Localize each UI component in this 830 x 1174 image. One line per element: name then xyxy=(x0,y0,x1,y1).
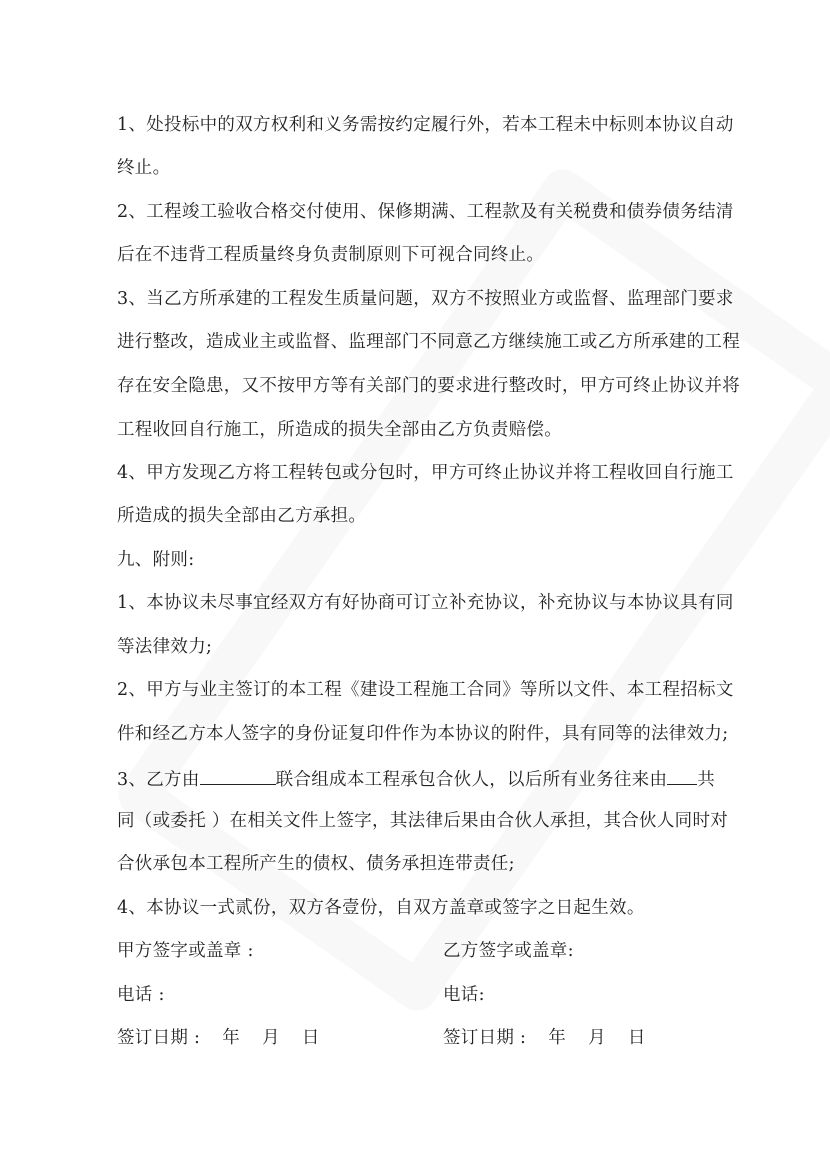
party-b-signature-label: 乙方签字或盖章: xyxy=(443,941,574,961)
paragraph-line: 1、处投标中的双方权利和义务需按约定履行外，若本工程未中标则本协议自动 xyxy=(117,115,734,135)
item3-text: 3、乙方由 xyxy=(117,770,200,790)
paragraph-line: 3、当乙方所承建的工程发生质量问题，双方不按照业方或监督、监理部门要求 xyxy=(117,289,734,309)
paragraph-line: 存在安全隐患，又不按甲方等有关部门的要求进行整改时，甲方可终止协议并将 xyxy=(117,376,740,396)
paragraph-line: 同（或委托 ）在相关文件上签字，其法律后果由合伙人承担，其合伙人同时对 xyxy=(117,811,729,831)
paragraph-line: 件和经乙方本人签字的身份证复印件作为本协议的附件，具有同等的法律效力; xyxy=(117,724,729,744)
month-label: 月 xyxy=(588,1028,606,1048)
item3-text: 联合组成本工程承包合伙人，以后所有业务往来由 xyxy=(275,770,668,790)
year-label: 年 xyxy=(222,1028,241,1048)
party-a-signature-label: 甲方签字或盖章 : xyxy=(117,941,254,961)
party-a-phone-label: 电话 : xyxy=(117,985,165,1005)
fill-blank-partners[interactable] xyxy=(200,766,276,785)
party-b-phone-label: 电话: xyxy=(443,985,485,1005)
month-label: 月 xyxy=(262,1028,280,1048)
paragraph-line xyxy=(117,766,715,791)
party-b-date xyxy=(443,1027,646,1049)
paragraph-line: 4、甲方发现乙方将工程转包或分包时，甲方可终止协议并将工程收回自行施工 xyxy=(117,463,734,483)
paragraph-line: 进行整改，造成业主或监督、监理部门不同意乙方继续施工或乙方所承建的工程 xyxy=(117,332,740,352)
date-label: 签订日期 : xyxy=(117,1028,201,1048)
paragraph-line: 4、本协议一式贰份，双方各壹份，自双方盖章或签字之日起生效。 xyxy=(117,898,645,918)
paragraph-line: 等法律效力; xyxy=(117,637,213,657)
paragraph-line: 1、本协议未尽事宜经双方有好协商可订立补充协议，补充协议与本协议具有同 xyxy=(117,593,734,613)
paragraph-line: 工程收回自行施工，所造成的损失全部由乙方负责赔偿。 xyxy=(117,420,562,440)
paragraph-line: 终止。 xyxy=(117,158,171,178)
paragraph-line: 后在不违背工程质量终身负责制原则下可视合同终止。 xyxy=(117,245,545,265)
year-label: 年 xyxy=(548,1028,567,1048)
item3-text: 共 xyxy=(697,770,716,790)
fill-blank-representative[interactable] xyxy=(667,766,697,785)
paragraph-line: 所造成的损失全部由乙方承担。 xyxy=(117,506,367,526)
party-a-date xyxy=(117,1027,320,1049)
paragraph-line: 合伙承包本工程所产生的债权、债务承担连带责任; xyxy=(117,854,515,874)
section-heading: 九、附则: xyxy=(117,550,195,570)
day-label: 日 xyxy=(627,1028,646,1048)
date-label: 签订日期 : xyxy=(443,1028,527,1048)
paragraph-line: 2、工程竣工验收合格交付使用、保修期满、工程款及有关税费和债券债务结清 xyxy=(117,202,734,222)
paragraph-line: 2、甲方与业主签订的本工程《建设工程施工合同》等所以文件、本工程招标文 xyxy=(117,680,734,700)
day-label: 日 xyxy=(301,1028,320,1048)
